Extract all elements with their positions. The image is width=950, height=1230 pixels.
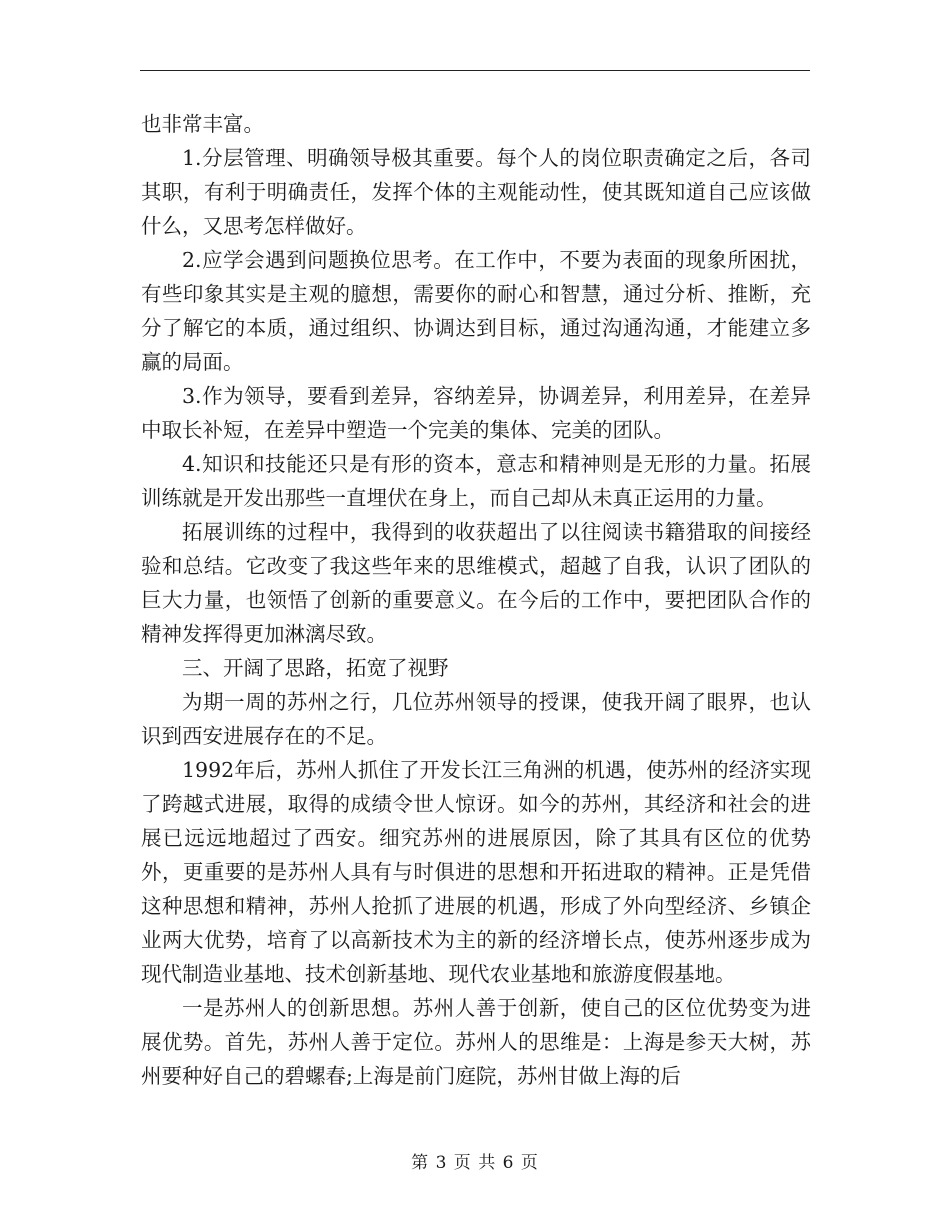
paragraph-4: 3.作为领导，要看到差异，容纳差异，协调差异，利用差异，在差异中取长补短，在差异中塑造一个完美的集体、完美的团队。 [141,384,811,442]
paragraph-8: 为期一周的苏州之行，几位苏州领导的授课，使我开阔了眼界，也认识到西安进展存在的不足。 [141,690,811,748]
paragraph-5: 4.知识和技能还只是有形的资本，意志和精神则是无形的力量。拓展训练就是开发出那些一直埋伏在身上，而自己却从未真正运用的力量。 [141,452,811,510]
page-footer: 第 3 页 共 6 页 [411,1153,539,1173]
paragraph-3: 2.应学会遇到问题换位思考。在工作中，不要为表面的现象所困扰，有些印象其实是主观的臆想，需要你的耐心和智慧，通过分析、推断，充分了解它的本质，通过组织、协调达到目标，通过沟通沟通，才能建立多赢的局面。 [141,248,811,374]
paragraph-2: 1.分层管理、明确领导极其重要。每个人的岗位职责确定之后，各司其职，有利于明确责任，发挥个体的主观能动性，使其既知道自己应该做什么，又思考怎样做好。 [141,146,811,238]
paragraph-1: 也非常丰富。 [141,112,264,136]
paragraph-6: 拓展训练的过程中，我得到的收获超出了以往阅读书籍猎取的间接经验和总结。它改变了我这些年来的思维模式，超越了自我，认识了团队的巨大力量，也领悟了创新的重要意义。在今后的工作中，要把团队合作的精神发挥得更加淋漓尽致。 [141,520,811,646]
header-rule [140,70,810,71]
paragraph-9: 1992年后，苏州人抓住了开发长江三角洲的机遇，使苏州的经济实现了跨越式进展，取得的成绩令世人惊讶。如今的苏州，其经济和社会的进展已远远地超过了西安。细究苏州的进展原因，除了其具有区位的优势外，更重要的是苏州人具有与时俱进的思想和开拓进取的精神。正是凭借这种思想和精神，苏州人抢抓了进展的机遇，形成了外向型经济、乡镇企业两大优势，培育了以高新技术为主的新的经济增长点，使苏州逐步成为现代制造业基地、技术创新基地、现代农业基地和旅游度假基地。 [141,758,811,986]
document-body [141,107,811,1093]
section-heading: 三、开阔了思路，拓宽了视野 [182,656,449,680]
paragraph-10: 一是苏州人的创新思想。苏州人善于创新，使自己的区位优势变为进展优势。首先，苏州人善于定位。苏州人的思维是：上海是参天大树，苏州要种好自己的碧螺春;上海是前门庭院，苏州甘做上海的后 [141,996,811,1088]
